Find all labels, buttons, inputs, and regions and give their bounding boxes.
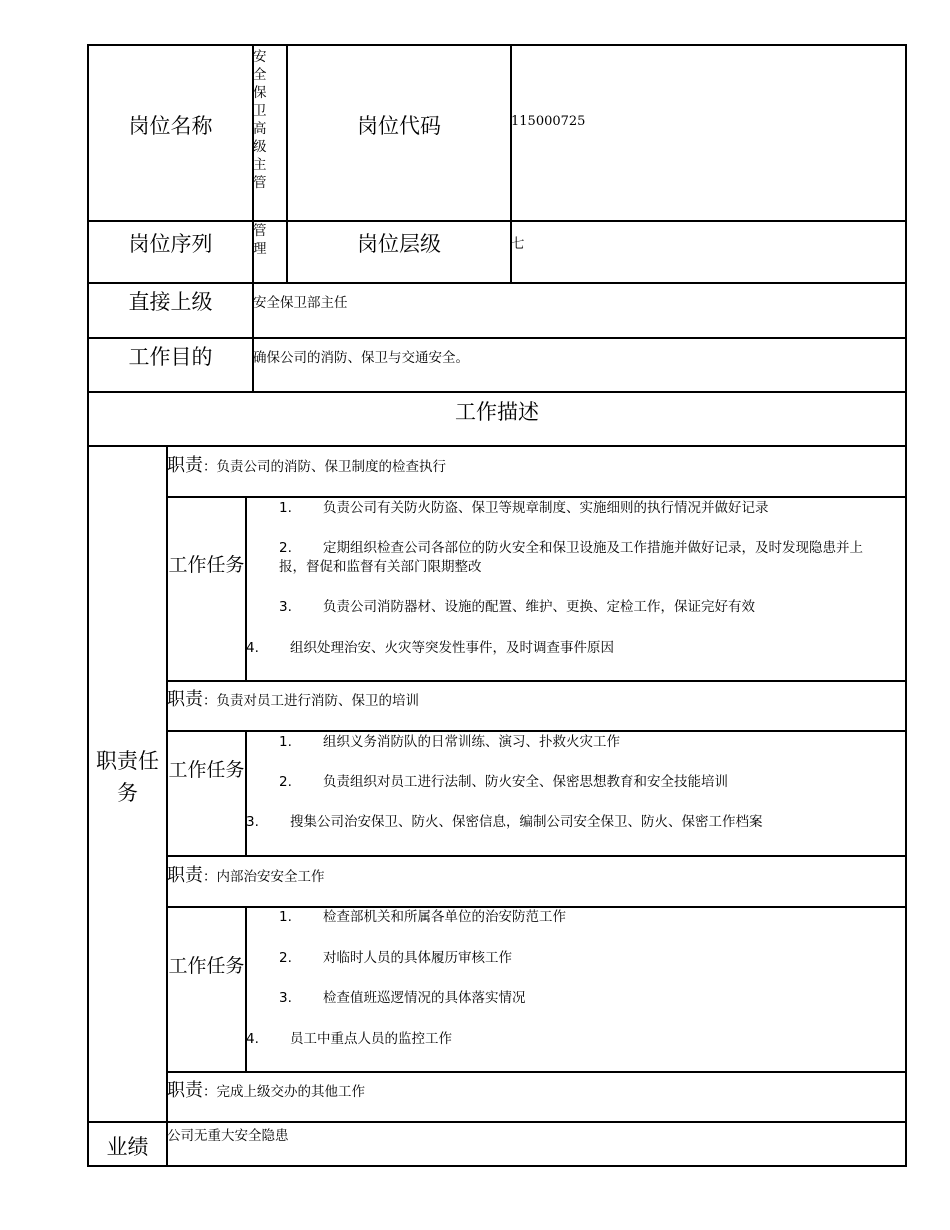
post-name-label: 岗位名称 — [128, 114, 213, 138]
duty-3-task-1: 1. 检查部机关和所属各单位的治安防范工作 — [279, 909, 566, 925]
performance-label: 业绩 — [106, 1135, 149, 1159]
superior-value: 安全保卫部主任 — [253, 295, 348, 311]
duty-4-title-row: 职责：完成上级交办的其他工作 — [167, 1080, 365, 1101]
performance-value: 公司无重大安全隐患 — [167, 1128, 289, 1144]
duty-2-task-2: 2. 负责组织对员工进行法制、防火安全、保密思想教育和安全技能培训 — [279, 774, 728, 790]
duty-1-title: 负责公司的消防、保卫制度的检查执行 — [216, 459, 446, 475]
superior-label: 直接上级 — [128, 290, 213, 314]
duty-1-task-3: 3. 负责公司消防器材、设施的配置、维护、更换、定检工作，保证完好有效 — [279, 599, 755, 615]
description-title: 工作描述 — [455, 400, 539, 424]
duty-3-title: 内部治安安全工作 — [216, 869, 325, 885]
duty-1-task-2: 2. 定期组织检查公司各部位的防火安全和保卫设施及工作措施并做好记录，及时发现隐患并上报，督促和监督有关部门限期整改 — [279, 540, 863, 575]
duty-4-title: 完成上级交办的其他工作 — [216, 1084, 365, 1100]
task-label: 工作任务 — [168, 554, 245, 576]
duties-label: 职责任务 — [96, 749, 159, 805]
post-name-value: 安全保卫高级主管 — [253, 49, 267, 191]
duty-3-title-row: 职责：内部治安安全工作 — [167, 865, 325, 886]
post-level-label: 岗位层级 — [357, 232, 441, 256]
duty-2-task-1: 1. 组织义务消防队的日常训练、演习、扑救火灾工作 — [279, 734, 620, 750]
duty-1-task-4: 4. 组织处理治安、火灾等突发性事件，及时调查事件原因 — [246, 640, 614, 656]
post-level-value: 七 — [511, 236, 525, 252]
duty-prefix: 职责 — [167, 455, 203, 476]
duty-2-title: 负责对员工进行消防、保卫的培训 — [216, 693, 419, 709]
post-seq-value: 管理 — [253, 223, 267, 257]
duty-3-task-3: 3. 检查值班巡逻情况的具体落实情况 — [279, 990, 526, 1006]
post-seq-label: 岗位序列 — [128, 232, 213, 256]
duty-2-title-row: 职责：负责对员工进行消防、保卫的培训 — [167, 689, 419, 710]
task-label: 工作任务 — [168, 955, 245, 977]
post-code-label: 岗位代码 — [357, 114, 441, 138]
task-label: 工作任务 — [168, 759, 245, 781]
purpose-value: 确保公司的消防、保卫与交通安全。 — [253, 350, 469, 366]
duty-2-task-3: 3. 搜集公司治安保卫、防火、保密信息，编制公司安全保卫、防火、保密工作档案 — [246, 814, 763, 830]
duty-3-task-2: 2. 对临时人员的具体履历审核工作 — [279, 950, 512, 966]
duty-1-task-1: 1. 负责公司有关防火防盗、保卫等规章制度、实施细则的执行情况并做好记录 — [279, 500, 769, 516]
duty-1-title-row: 职责：负责公司的消防、保卫制度的检查执行 — [167, 455, 446, 476]
duty-3-task-4: 4. 员工中重点人员的监控工作 — [246, 1031, 452, 1047]
post-code-value: 115000725 — [511, 114, 586, 129]
purpose-label: 工作目的 — [128, 345, 213, 369]
